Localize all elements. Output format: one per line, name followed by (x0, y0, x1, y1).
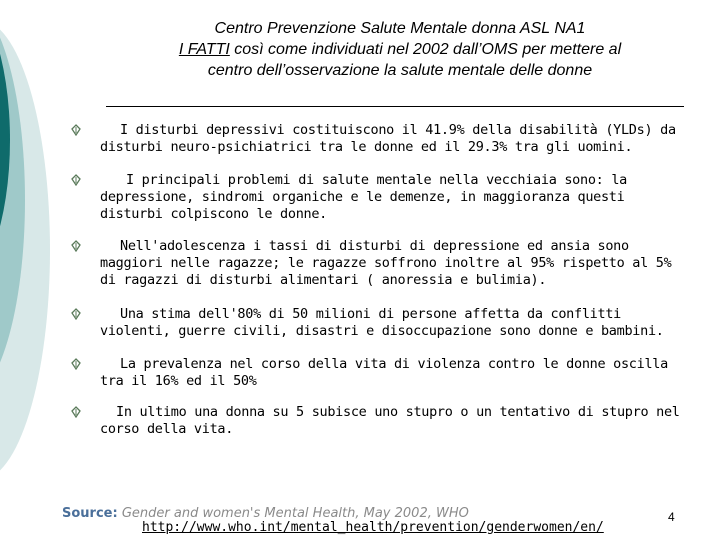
diamond-bullet-icon (70, 124, 82, 136)
title-divider (106, 106, 684, 107)
title-line-2-rest: così come individuati nel 2002 dall’OMS per mettere al (229, 41, 622, 58)
diamond-bullet-icon (70, 358, 82, 370)
source-text: Gender and women's Mental Health, May 2002, WHO (117, 506, 469, 521)
bullet-text: I principali problemi di salute mentale nella vecchiaia sono: la depressione, sindromi organiche e le demenze, in maggioranza questi disturbi colpiscono le donne. (100, 172, 627, 222)
bullet-text: Nell'adolescenza i tassi di disturbi di depressione ed ansia sono maggiori nelle ragazze; le ragazze soffrono inoltre al 95% rispetto al 5% di ragazzi di disturbi alimentari ( anoressia e bulimia). (100, 238, 672, 288)
title-line-1: Centro Prevenzione Salute Mentale donna ASL NA1 (214, 20, 586, 37)
diamond-bullet-icon (70, 406, 82, 418)
source-label: Source: (62, 506, 118, 521)
slide-title (120, 18, 680, 81)
diamond-bullet-icon (70, 240, 82, 252)
bullet-text: Una stima dell'80% di 50 milioni di persone affetta da conflitti violenti, guerre civili, disastri e disoccupazione sono donne e bambini. (100, 306, 664, 339)
diamond-bullet-icon (70, 174, 82, 186)
diamond-bullet-icon (70, 308, 82, 320)
source-link[interactable]: http://www.who.int/mental_health/prevention/genderwomen/en/ (142, 520, 604, 535)
title-line-3: centro dell’osservazione la salute mentale delle donne (207, 62, 593, 79)
page-number: 4 (668, 510, 675, 524)
bullet-text: I disturbi depressivi costituiscono il 41.9% della disabilità (YLDs) da disturbi neuro-psichiatrici tra le donne ed il 29.3% tra gli uomini. (100, 122, 676, 155)
bullet-text: La prevalenza nel corso della vita di violenza contro le donne oscilla tra il 16% ed il 50% (100, 356, 668, 389)
bullet-text: In ultimo una donna su 5 subisce uno stupro o un tentativo di stupro nel corso della vita. (100, 404, 680, 437)
decorative-side-graphic (0, 0, 60, 540)
title-line-2 (120, 39, 680, 60)
title-underlined-word: I FATTI (178, 41, 230, 58)
